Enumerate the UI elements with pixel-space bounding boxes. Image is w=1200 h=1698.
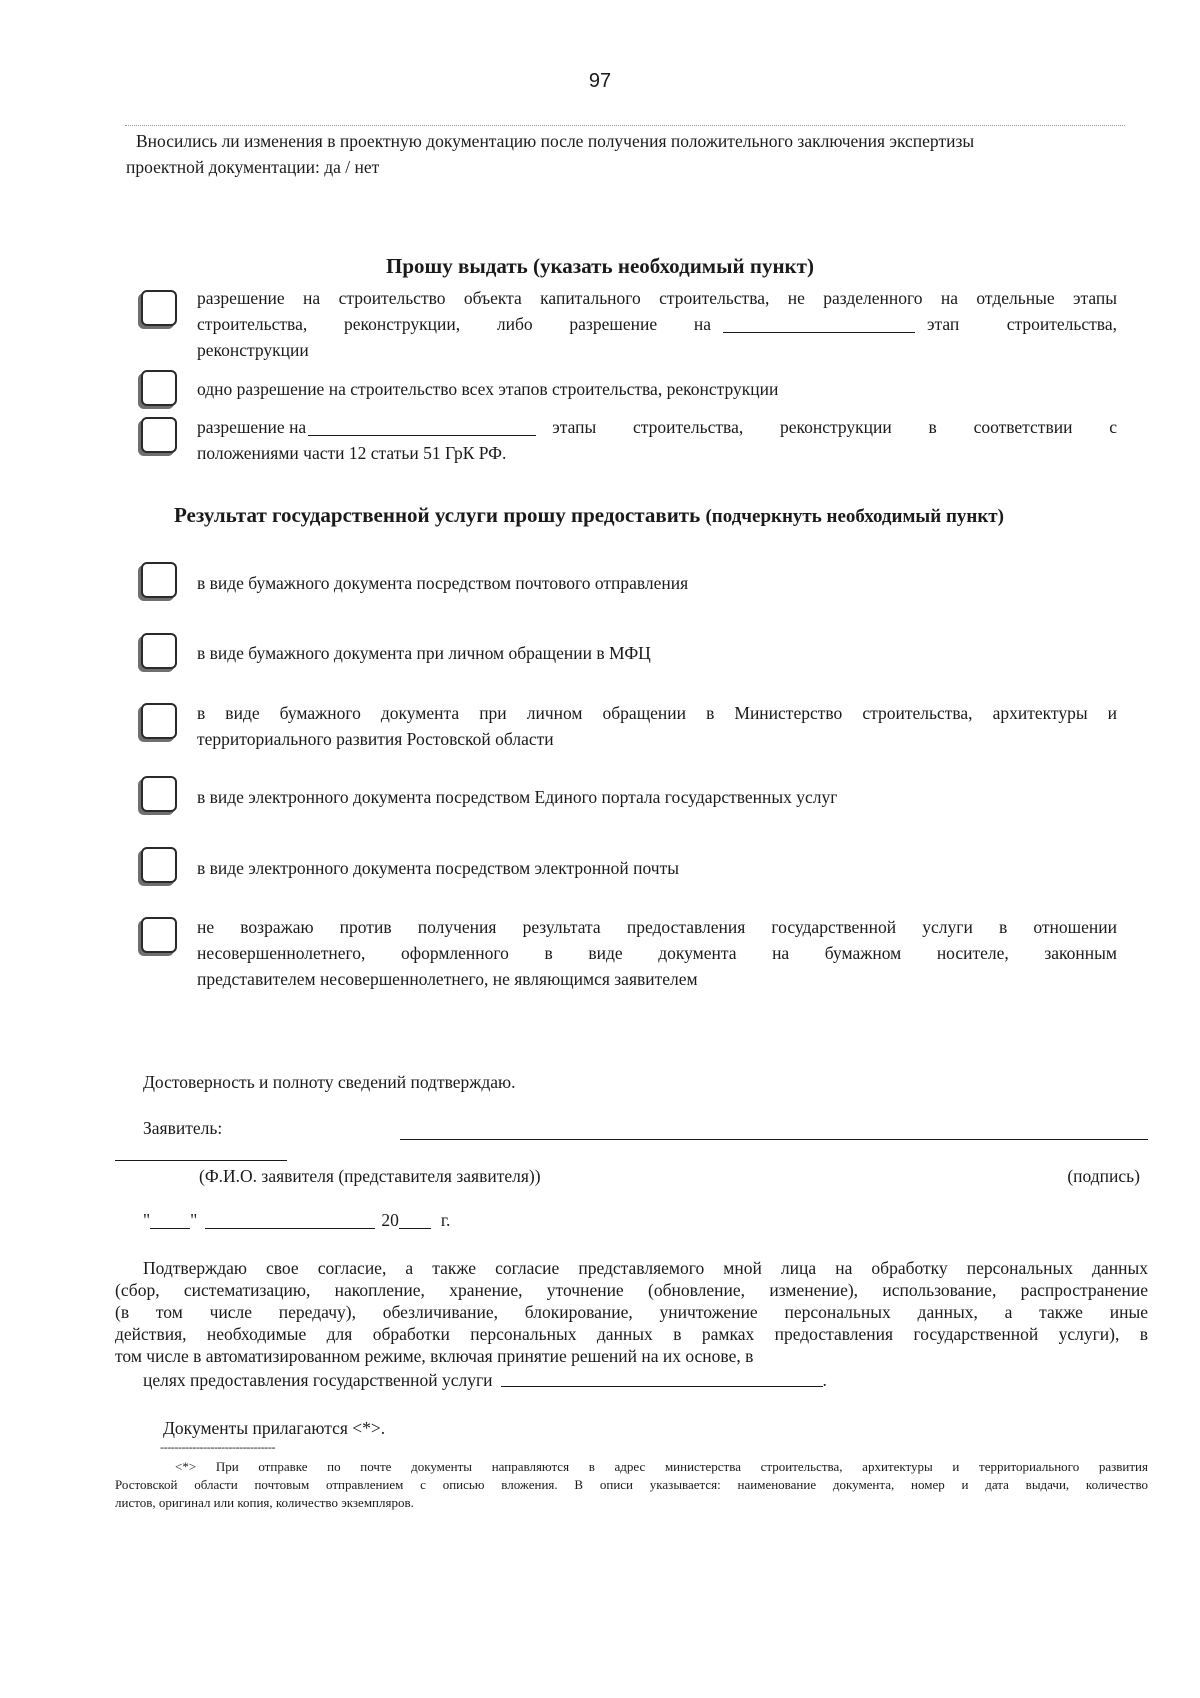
option-single-permit-text-a: строительства, реконструкции, либо разрешение на	[197, 314, 711, 334]
result-minor-consent-line-1: не возражаю против получения результата предоставления государственной услуги в отношении	[197, 917, 1117, 937]
date-field	[143, 1207, 543, 1233]
consent-line-2: (сбор, систематизацию, накопление, хранение, уточнение (обновление, изменение), использование, распространение	[115, 1280, 1148, 1300]
result-minor-consent-checkbox[interactable]	[141, 917, 177, 953]
option-stages-permit-checkbox[interactable]	[141, 417, 177, 453]
result-ministry-checkbox[interactable]	[141, 703, 177, 739]
date-day-blank[interactable]	[150, 1210, 190, 1229]
date-year-prefix: 20	[381, 1210, 399, 1230]
footnote-line-3: листов, оригинал или копия, количество экземпляров.	[115, 1495, 414, 1510]
signature-caption: (подпись)	[1067, 1166, 1140, 1186]
applicant-label: Заявитель:	[143, 1118, 223, 1138]
date-year-blank[interactable]	[399, 1210, 431, 1229]
option-all-stages-text: одно разрешение на строительство всех этапов строительства, реконструкции	[197, 379, 779, 399]
result-ministry-line-1: в виде бумажного документа при личном обращении в Министерство строительства, архитектуры и	[197, 703, 1117, 723]
option-stages-permit-text-b: этапы строительства, реконструкции в соответствии с	[552, 417, 1117, 437]
purpose-blank-field[interactable]	[501, 1368, 823, 1387]
date-open-quote: "	[143, 1210, 151, 1230]
intro-line-2: проектной документации: да / нет	[126, 157, 380, 177]
consent-line-4: действия, необходимые для обработки персональных данных в рамках предоставления государственной услуги), в	[115, 1324, 1148, 1344]
result-mfc-text: в виде бумажного документа при личном обращении в МФЦ	[197, 643, 651, 663]
consent-line-3: (в том числе передачу), обезличивание, блокирование, уничтожение персональных данных, а также иные	[115, 1302, 1148, 1322]
footnote-separator: --------------------------------	[160, 1440, 276, 1454]
consent-line-5: том числе в автоматизированном режиме, включая принятие решений на их основе, в	[115, 1346, 754, 1366]
date-month-blank[interactable]	[205, 1210, 375, 1229]
consent-line-6-end: .	[822, 1370, 827, 1390]
section2-heading-note: (подчеркнуть необходимый пункт)	[705, 506, 1004, 527]
result-minor-consent-line-2: несовершеннолетнего, оформленного в виде документа на бумажном носителе, законным	[197, 943, 1117, 963]
page-number: 97	[588, 70, 612, 92]
option-stages-permit-line-2: положениями части 12 статьи 51 ГрК РФ.	[197, 443, 507, 463]
result-minor-consent-line-3: представителем несовершеннолетнего, не являющимся заявителем	[197, 969, 698, 989]
option-all-stages-checkbox[interactable]	[141, 370, 177, 406]
stages-blank-field[interactable]	[308, 417, 536, 436]
stage-blank-field[interactable]	[723, 314, 915, 333]
section2-heading	[174, 503, 1154, 528]
result-ministry-line-2: территориального развития Ростовской области	[197, 729, 554, 749]
consent-line-6-text: целях предоставления государственной услуги	[143, 1370, 493, 1390]
option-single-permit-text-b: этап строительства,	[927, 314, 1117, 334]
intro-line-1: Вносились ли изменения в проектную документацию после получения положительного заключения экспертизы	[136, 131, 975, 151]
section1-heading: Прошу выдать (указать необходимый пункт)	[386, 254, 814, 278]
option-stages-permit-text-a: разрешение на	[197, 417, 307, 437]
consent-line-6	[143, 1368, 1043, 1391]
confirmation-statement: Достоверность и полноту сведений подтверждаю.	[143, 1072, 516, 1092]
result-post-text: в виде бумажного документа посредством почтового отправления	[197, 573, 689, 593]
attachments-label: Документы прилагаются <*>.	[163, 1418, 386, 1438]
consent-line-1: Подтверждаю свое согласие, а также согласие представляемого мной лица на обработку персональных данных	[143, 1258, 1148, 1278]
fio-caption: (Ф.И.О. заявителя (представителя заявителя))	[199, 1166, 541, 1186]
option-single-permit-line-2	[197, 311, 1117, 337]
option-single-permit-line-1: разрешение на строительство объекта капитального строительства, не разделенного на отдельные этапы	[197, 288, 1117, 308]
date-close-quote: "	[190, 1210, 198, 1230]
option-stages-permit-line-1	[197, 414, 1117, 440]
result-post-checkbox[interactable]	[141, 562, 177, 598]
result-mfc-checkbox[interactable]	[141, 633, 177, 669]
result-email-text: в виде электронного документа посредством электронной почты	[197, 858, 679, 878]
footnote-line-2: Ростовской области почтовым отправлением с описью вложения. В описи указывается: наименование документа, номер и дата выдачи, количество	[115, 1477, 1148, 1492]
applicant-short-line[interactable]	[115, 1160, 287, 1161]
footnote-line-1: <*> При отправке по почте документы направляются в адрес министерства строительства, архитектуры и территориального развития	[175, 1459, 1148, 1474]
option-single-permit-line-3: реконструкции	[197, 340, 309, 360]
top-divider	[125, 125, 1125, 126]
applicant-name-line[interactable]	[400, 1139, 1148, 1140]
date-year-suffix: г.	[440, 1210, 451, 1230]
option-single-permit-checkbox[interactable]	[141, 290, 177, 326]
section2-heading-main: Результат государственной услуги прошу предоставить	[174, 503, 701, 527]
result-gosuslugi-checkbox[interactable]	[141, 776, 177, 812]
result-gosuslugi-text: в виде электронного документа посредством Единого портала государственных услуг	[197, 787, 838, 807]
result-email-checkbox[interactable]	[141, 847, 177, 883]
